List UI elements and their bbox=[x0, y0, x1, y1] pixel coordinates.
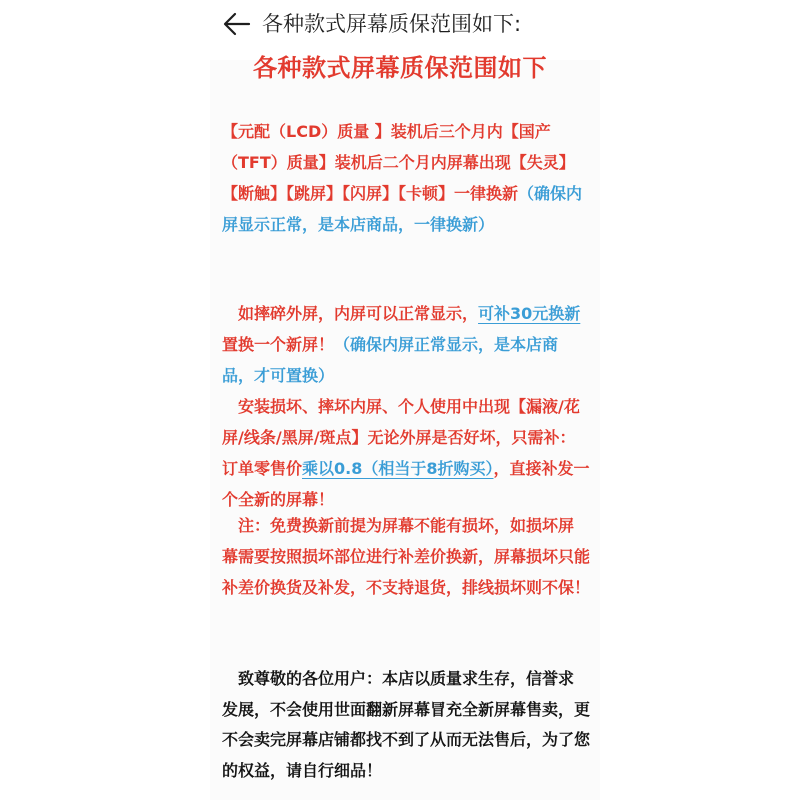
warranty-note bbox=[222, 510, 590, 603]
outer-screen-broken-text: 如摔碎外屏，内屏可以正常显示， bbox=[238, 304, 479, 323]
back-button[interactable] bbox=[222, 10, 252, 38]
warranty-paragraph-2 bbox=[222, 298, 590, 515]
arrow-left-icon bbox=[222, 10, 252, 38]
store-statement bbox=[222, 664, 590, 786]
store-statement-text: 致尊敬的各位用户：本店以质量求生存，信誉求发展，不会使用世面翻新屏幕冒充全新屏幕售卖，更不会卖完屏幕店铺都找不到了从而无法售后，为了您的权益，请自行细品！ bbox=[222, 669, 591, 780]
top-up-offer: 可补30元换新 bbox=[478, 304, 581, 323]
nav-title: 各种款式屏幕质保范围如下: bbox=[262, 12, 522, 36]
top-bar bbox=[0, 0, 800, 46]
warranty-condition-note: （确保内屏显示正常，是本店商品，一律换新） bbox=[222, 184, 583, 234]
discount-offer: 乘以0.8（相当于8折购买） bbox=[302, 459, 494, 478]
damage-policy-text: 安装损坏、摔坏内屏、个人使用中出现【漏液/花屏/线条/黑屏/斑点】无论外屏是否好坏，只需补：订单零售价 bbox=[222, 397, 580, 478]
reissue-text: ，直接补发一个全新的屏幕！ bbox=[222, 459, 590, 509]
replace-condition-note: （确保内屏正常显示，是本店商品，才可置换） bbox=[222, 335, 559, 385]
warranty-note-text: 注：免费换新前提为屏幕不能有损坏，如损坏屏幕需要按照损坏部位进行补差价换新，屏幕损坏只能补差价换货及补发，不支持退货，排线损坏则不保！ bbox=[222, 516, 591, 597]
headline: 各种款式屏幕质保范围如下 bbox=[253, 54, 547, 82]
warranty-terms: 【元配（LCD）质量 】装机后三个月内【国产（TFT）质量】装机后二个月内屏幕出现【失灵】【断触】【跳屏】【闪屏】【卡顿】一律换新 bbox=[222, 122, 575, 203]
replace-text: 置换一个新屏！ bbox=[222, 335, 335, 354]
warranty-paragraph-1 bbox=[222, 116, 590, 240]
